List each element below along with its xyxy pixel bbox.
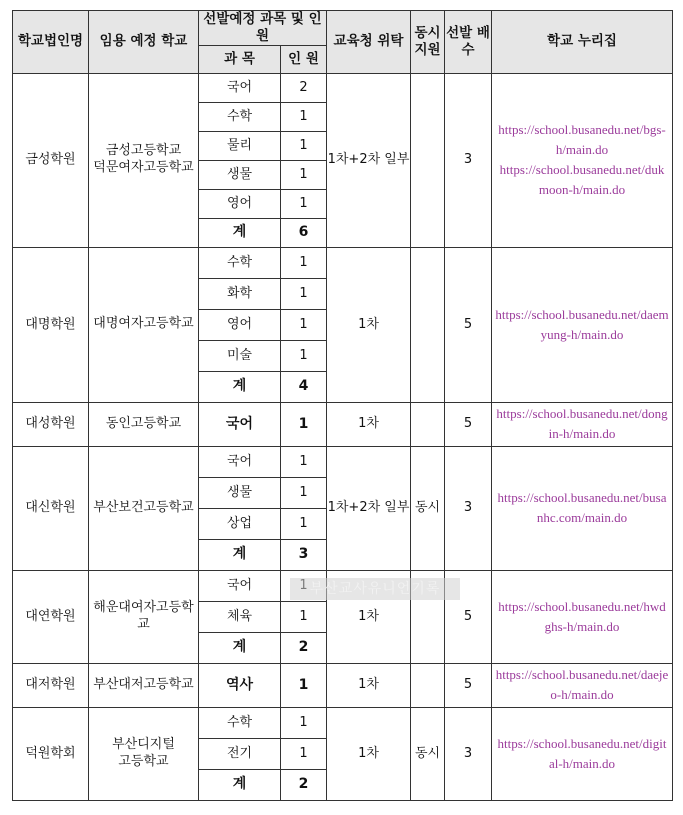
subject-cell: 국어: [199, 73, 281, 102]
table-row: [13, 402, 673, 446]
header-concurrent: 동시 지원: [411, 11, 445, 74]
count-cell: 1: [281, 707, 327, 738]
count-cell: 1: [281, 309, 327, 340]
subject-cell: 국어: [199, 446, 281, 477]
foundation-cell: 대신학원: [13, 446, 89, 570]
entrust-cell: 1차: [327, 663, 411, 707]
count-cell: 1: [281, 278, 327, 309]
count-cell: 1: [281, 601, 327, 632]
subject-cell: 수학: [199, 707, 281, 738]
header-subject: 과 목: [199, 45, 281, 73]
website-cell: [492, 570, 673, 663]
school-website-link[interactable]: https://school.busanedu.net/daejeo-h/main.do: [495, 667, 669, 703]
concurrent-cell: [411, 247, 445, 402]
school-website-link[interactable]: https://school.busanedu.net/dongin-h/main.do: [496, 406, 668, 442]
concurrent-cell: 동시: [411, 707, 445, 800]
subject-cell: 수학: [199, 247, 281, 278]
total-count-cell: 2: [281, 632, 327, 663]
school-website-link[interactable]: https://school.busanedu.net/digital-h/main.do: [497, 735, 667, 771]
entrust-cell: 1차+2차 일부: [327, 446, 411, 570]
entrust-cell: 1차: [327, 247, 411, 402]
total-label-cell: 계: [199, 539, 281, 570]
subject-cell: 국어: [199, 402, 281, 446]
entrust-cell: 1차: [327, 570, 411, 663]
count-cell: 1: [281, 446, 327, 477]
foundation-cell: 금성학원: [13, 73, 89, 247]
website-cell: [492, 73, 673, 247]
school-website-link[interactable]: https://school.busanedu.net/bgs-h/main.do: [498, 121, 666, 158]
count-cell: 1: [281, 102, 327, 131]
header-entrust: 교육청 위탁: [327, 11, 411, 74]
multiple-cell: 5: [445, 402, 492, 446]
table-row: [13, 247, 673, 278]
foundation-cell: 대저학원: [13, 663, 89, 707]
total-label-cell: 계: [199, 769, 281, 800]
header-multiple: 선발 배수: [445, 11, 492, 74]
table-row: [13, 446, 673, 477]
concurrent-cell: [411, 402, 445, 446]
header-school: 임용 예정 학교: [89, 11, 199, 74]
school-cell: 부산디지털 고등학교: [89, 707, 199, 800]
school-cell: 금성고등학교 덕문여자고등학교: [89, 73, 199, 247]
website-cell: [492, 402, 673, 446]
total-count-cell: 4: [281, 371, 327, 402]
total-label-cell: 계: [199, 632, 281, 663]
header-row: [13, 11, 673, 46]
school-website-link[interactable]: https://school.busanedu.net/busanhc.com/main.do: [497, 490, 667, 526]
table-row: [13, 663, 673, 707]
concurrent-cell: [411, 73, 445, 247]
school-website-link[interactable]: https://school.busanedu.net/dukmoon-h/main.do: [499, 162, 665, 198]
website-cell: [492, 247, 673, 402]
total-count-cell: 2: [281, 769, 327, 800]
subject-cell: 역사: [199, 663, 281, 707]
subject-cell: 체육: [199, 601, 281, 632]
subject-cell: 수학: [199, 102, 281, 131]
subject-cell: 상업: [199, 508, 281, 539]
multiple-cell: 5: [445, 663, 492, 707]
count-cell: 1: [281, 189, 327, 218]
foundation-cell: 대연학원: [13, 570, 89, 663]
count-cell: 1: [281, 160, 327, 189]
table-row: [13, 707, 673, 738]
school-cell: 대명여자고등학교: [89, 247, 199, 402]
school-website-link[interactable]: https://school.busanedu.net/daemyung-h/main.do: [495, 306, 669, 342]
subject-cell: 생물: [199, 160, 281, 189]
count-cell: 1: [281, 663, 327, 707]
entrust-cell: 1차: [327, 402, 411, 446]
header-subject-group: 선발예정 과목 및 인원: [199, 11, 327, 46]
school-cell: 부산대저고등학교: [89, 663, 199, 707]
count-cell: 1: [281, 340, 327, 371]
total-count-cell: 3: [281, 539, 327, 570]
website-cell: [492, 446, 673, 570]
total-count-cell: 6: [281, 218, 327, 247]
entrust-cell: 1차: [327, 707, 411, 800]
watermark: 부산교사유니언기록: [290, 578, 460, 600]
foundation-cell: 대명학원: [13, 247, 89, 402]
subject-cell: 물리: [199, 131, 281, 160]
school-cell: 해운대여자고등학교: [89, 570, 199, 663]
multiple-cell: 3: [445, 707, 492, 800]
concurrent-cell: [411, 663, 445, 707]
count-cell: 1: [281, 508, 327, 539]
count-cell: 1: [281, 477, 327, 508]
subject-cell: 미술: [199, 340, 281, 371]
total-label-cell: 계: [199, 371, 281, 402]
concurrent-cell: 동시: [411, 446, 445, 570]
header-foundation: 학교법인명: [13, 11, 89, 74]
subject-cell: 화학: [199, 278, 281, 309]
count-cell: 1: [281, 131, 327, 160]
subject-cell: 영어: [199, 309, 281, 340]
total-label-cell: 계: [199, 218, 281, 247]
count-cell: 1: [281, 402, 327, 446]
subject-cell: 생물: [199, 477, 281, 508]
website-cell: [492, 663, 673, 707]
subject-cell: 전기: [199, 738, 281, 769]
school-website-link[interactable]: https://school.busanedu.net/hwdghs-h/main.do: [498, 598, 666, 634]
count-cell: 2: [281, 73, 327, 102]
website-cell: [492, 707, 673, 800]
foundation-cell: 덕원학회: [13, 707, 89, 800]
school-cell: 동인고등학교: [89, 402, 199, 446]
header-website: 학교 누리집: [492, 11, 673, 74]
multiple-cell: 3: [445, 446, 492, 570]
multiple-cell: 5: [445, 570, 492, 663]
school-cell: 부산보건고등학교: [89, 446, 199, 570]
foundation-cell: 대성학원: [13, 402, 89, 446]
entrust-cell: 1차+2차 일부: [327, 73, 411, 247]
multiple-cell: 5: [445, 247, 492, 402]
header-count: 인 원: [281, 45, 327, 73]
count-cell: 1: [281, 247, 327, 278]
multiple-cell: 3: [445, 73, 492, 247]
subject-cell: 영어: [199, 189, 281, 218]
table-row: [13, 73, 673, 102]
recruitment-table: [12, 10, 673, 801]
count-cell: 1: [281, 738, 327, 769]
subject-cell: 국어: [199, 570, 281, 601]
